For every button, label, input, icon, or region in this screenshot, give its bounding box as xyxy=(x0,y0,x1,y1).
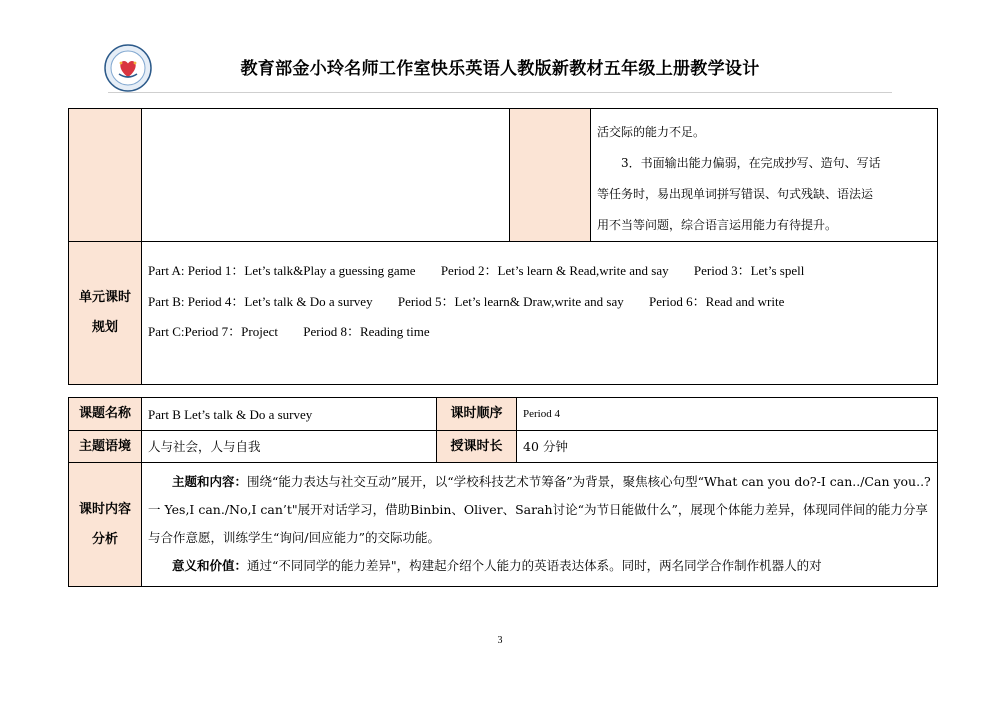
unit-plan-label xyxy=(69,242,142,385)
period-item: Part A: Period 1：Let’s talk&Play a guessing game xyxy=(148,263,416,278)
order-label: 课时顺序 xyxy=(437,398,517,431)
duration-label: 授课时长 xyxy=(437,431,517,463)
unit-plan-row xyxy=(69,242,938,385)
label-line: 规划 xyxy=(91,320,118,335)
duration-value-cell xyxy=(517,431,938,463)
paragraph-heading: 意义和价值： xyxy=(172,558,248,573)
content-cell-empty xyxy=(142,109,510,242)
label-cell-empty xyxy=(69,109,142,242)
plan-row-part-c xyxy=(148,317,931,348)
unit-analysis-table xyxy=(68,108,938,385)
theme-label: 主题语境 xyxy=(69,431,142,463)
period-item: Period 3：Let’s spell xyxy=(693,263,805,278)
learner-analysis-cell xyxy=(591,109,938,242)
topic-value-cell xyxy=(142,398,437,431)
text-line: 用不当等问题，综合语言运用能力有待提升。 xyxy=(597,218,838,232)
period-item: Part B: Period 4：Let’s talk & Do a survey xyxy=(148,293,373,309)
unit-plan-content xyxy=(142,242,938,385)
analysis-row xyxy=(69,463,938,587)
period-item: Period 5：Let’s learn& Draw,write and say xyxy=(397,293,624,309)
analysis-paragraph-content xyxy=(148,468,931,552)
theme-row xyxy=(69,431,938,463)
header-rule xyxy=(108,92,892,93)
paragraph-heading: 主题和内容： xyxy=(172,474,248,489)
text-line: 活交际的能力不足。 xyxy=(597,125,706,139)
period-item: Part C:Period 7：Project xyxy=(148,324,278,339)
theme-value: 人与社会，人与自我 xyxy=(148,439,261,454)
paragraph-body: 围绕“能力表达与社交互动”展开，以“学校科技艺术节筹备”为背景，聚焦核心句型“What can you do?-I can../Can you..?一 Yes,I can./No,I can’t"展开对话学习，借助Binbin、Oliver、Sarah讨论“为节日能做什么”，展现个体能力差异，体现同伴间的能力分享与合作意愿，训练学生“询问/回应能力”的交际功能。 xyxy=(148,474,931,545)
topic-label: 课题名称 xyxy=(69,398,142,431)
order-value-cell xyxy=(517,398,938,431)
plan-row-part-a xyxy=(148,256,931,287)
continued-row xyxy=(69,109,938,242)
label-line: 分析 xyxy=(91,531,118,547)
label-line: 课时内容 xyxy=(78,501,131,517)
period-item: Period 8：Reading time xyxy=(303,324,430,339)
plan-row-part-b xyxy=(148,287,931,318)
page-number: 3 xyxy=(497,635,503,646)
topic-row xyxy=(69,398,938,431)
theme-value-cell xyxy=(142,431,437,463)
topic-value: Part B Let’s talk & Do a survey xyxy=(148,406,313,422)
text-line: 等任务时，易出现单词拼写错误、句式残缺、语法运 xyxy=(597,187,874,201)
analysis-content xyxy=(142,463,938,587)
label-line: 单元课时 xyxy=(78,290,131,305)
order-value: Period 4 xyxy=(523,407,560,420)
label-cell-empty-2 xyxy=(510,109,591,242)
analysis-paragraph-value xyxy=(148,552,931,580)
period-item: Period 6：Read and write xyxy=(648,293,785,309)
analysis-label xyxy=(69,463,142,587)
period-item: Period 2：Let’s learn & Read,write and say xyxy=(440,263,669,278)
document-title: 教育部金小玲名师工作室快乐英语人教版新教材五年级上册教学设计 xyxy=(240,59,760,79)
text-line: 3．书面输出能力偏弱，在完成抄写、造句、写话 xyxy=(621,156,881,170)
duration-value: 40 分钟 xyxy=(523,439,568,454)
lesson-design-table xyxy=(68,397,938,587)
paragraph-body: 通过“不同同学的能力差异"，构建起介绍个人能力的英语表达体系。同时，两名同学合作制作机器人的对 xyxy=(247,558,822,573)
